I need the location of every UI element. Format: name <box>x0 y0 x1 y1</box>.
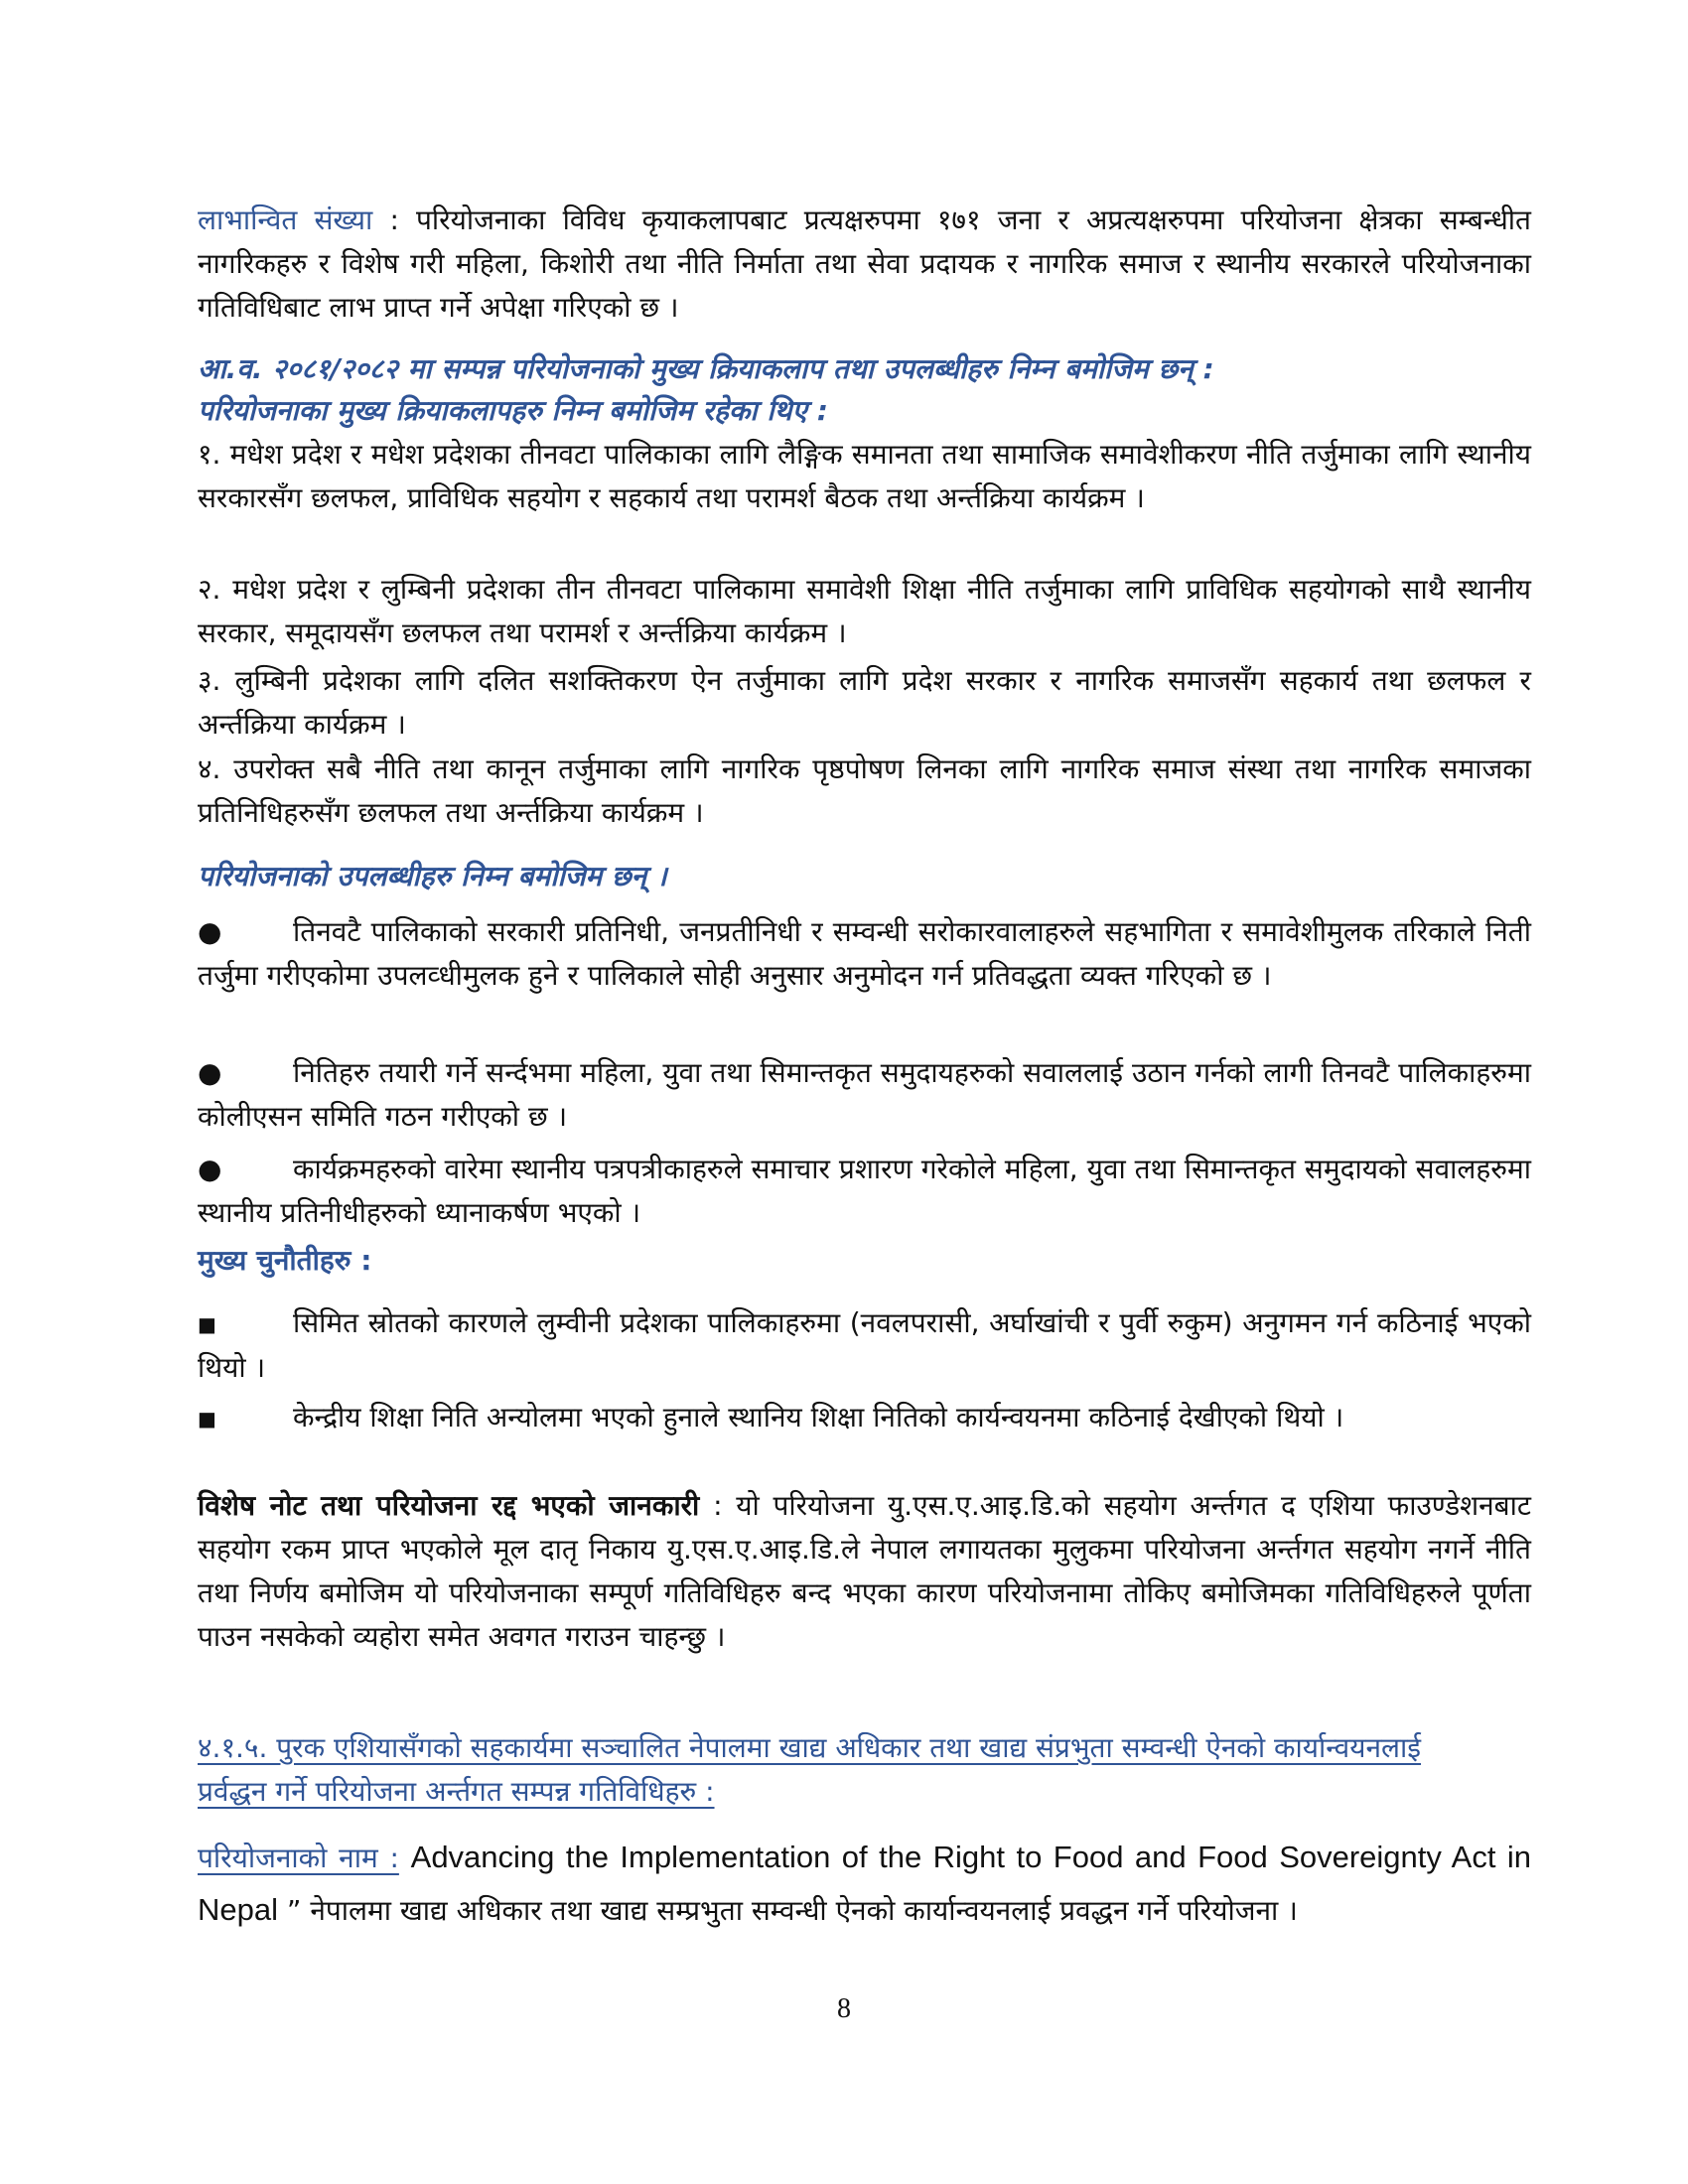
project-name-nepali: ” नेपालमा खाद्य अधिकार तथा खाद्य सम्प्रभुता सम्वन्धी ऐनको कार्यान्वयनलाई प्रवद्धन गर्ने परियोजना । <box>286 1894 1298 1927</box>
note-text: : यो परियोजना यु.एस.ए.आइ.डि.को सहयोग अर्न्तगत द एशिया फाउण्डेशनबाट सहयोग रकम प्राप्त भएकोले मूल दातृ निकाय यु.एस.ए.आइ.डि.ले नेपाल लगायतका मुलुकमा परियोजना अर्न्तगत सहयोग नगर्ने नीति तथा निर्णय बमोजिम यो परियोजनाका सम्पूर्ण गतिविधिहरु बन्द भएका कारण परियोजनामा तोकिए बमोजिमका गतिविधिहरुले पूर्णता पाउन नसकेको व्यहोरा समेत अवगत गराउन चाहन्छु । <box>198 1489 1532 1653</box>
achievement-item <box>198 910 1531 998</box>
achievement-text: नितिहरु तयारी गर्ने सर्न्दभमा महिला, युवा तथा सिमान्तकृत समुदायहरुको सवाललाई उठान गर्नको लागी तिनवटै पालिकाहरुमा कोलीएसन समिति गठन गरीएको छ । <box>198 1056 1531 1133</box>
project-name-label: परियोजनाको नाम : <box>198 1842 399 1874</box>
achievement-text: तिनवटै पालिकाको सरकारी प्रतिनिधी, जनप्रतीनिधी र सम्वन्धी सरोकारवालाहरुले सहभागिता र समावेशीमुलक तरिकाले निती तर्जुमा गरीएकोमा उपलव्धीमुलक हुने र पालिकाले सोही अनुसार अनुमोदन गर्न प्रतिवद्धता व्यक्त गरिएको छ । <box>198 915 1531 992</box>
challenges-heading: मुख्य चुनौतीहरु : <box>198 1244 372 1277</box>
bullet-icon: ● <box>198 915 222 948</box>
special-note <box>198 1484 1531 1659</box>
section-heading: ४.१.५. पुरक एशियासँगको सहकार्यमा सञ्चालित नेपालमा खाद्य अधिकार तथा खाद्य संप्रभुता सम्वन्धी ऐनको कार्यान्वयनलाई प्रर्वद्धन गर्ने परियोजना अर्न्तगत सम्पन्न गतिविधिहरु : <box>198 1731 1422 1808</box>
challenge-item <box>198 1301 1531 1390</box>
challenge-item <box>198 1396 1531 1440</box>
project-name-paragraph <box>198 1832 1531 1937</box>
achievement-item <box>198 1051 1531 1139</box>
activity-item: ४. उपरोक्त सबै नीति तथा कानून तर्जुमाका लागि नागरिक पृष्ठपोषण लिनका लागि नागरिक समाज संस्था तथा नागरिक समाजका प्रतिनिधिहरुसँग छलफल तथा अर्न्तक्रिया कार्यक्रम । <box>198 752 1531 829</box>
square-bullet-icon: ■ <box>198 1407 216 1431</box>
bullet-icon: ● <box>198 1153 222 1185</box>
page-number: 8 <box>837 1993 851 2024</box>
activity-item: ३. लुम्बिनी प्रदेशका लागि दलित सशक्तिकरण ऐन तर्जुमाका लागि प्रदेश सरकार र नागरिक समाजसँग सहकार्य तथा छलफल र अर्न्तक्रिया कार्यक्रम । <box>198 664 1531 741</box>
activity-item: २. मधेश प्रदेश र लुम्बिनी प्रदेशका तीन तीनवटा पालिकामा समावेशी शिक्षा नीति तर्जुमाका लागि प्राविधिक सहयोगको साथै स्थानीय सरकार, समूदायसँग छलफल तथा परामर्श र अर्न्तक्रिया कार्यक्रम । <box>198 573 1531 649</box>
achievement-text: कार्यक्रमहरुको वारेमा स्थानीय पत्रपत्रीकाहरुले समाचार प्रशारण गरेकोले महिला, युवा तथा सिमान्तकृत समुदायको सवालहरुमा स्थानीय प्रतिनीधीहरुको ध्यानाकर्षण भएको । <box>198 1153 1531 1229</box>
achievements-heading: परियोजनाको उपलब्धीहरु निम्न बमोजिम छन् । <box>198 860 667 892</box>
bullet-icon: ● <box>198 1056 222 1089</box>
beneficiaries-paragraph <box>198 199 1531 330</box>
achievement-item <box>198 1148 1531 1235</box>
project-name-english: Advancing the Implementation of the Right to Food and Food Sovereignty Act in Nepal <box>198 1840 1532 1927</box>
note-label: विशेष नोट तथा परियोजना रद्द भएको जानकारी <box>198 1489 700 1522</box>
beneficiaries-text: : परियोजनाका विविध कृयाकलापबाट प्रत्यक्षरुपमा १७१ जना र अप्रत्यक्षरुपमा परियोजना क्षेत्रका सम्बन्धीत नागरिकहरु र विशेष गरी महिला, किशोरी तथा नीति निर्माता तथा सेवा प्रदायक र नागरिक समाज र स्थानीय सरकारले परियोजनाका गतिविधिबाट लाभ प्राप्त गर्ने अपेक्षा गरिएको छ । <box>198 204 1532 324</box>
challenge-text: केन्द्रीय शिक्षा निति अन्योलमा भएको हुनाले स्थानिय शिक्षा नितिको कार्यन्वयनमा कठिनाई देखीएको थियो । <box>293 1401 1344 1433</box>
beneficiaries-label: लाभान्वित संख्या <box>198 204 373 236</box>
activities-heading: परियोजनाका मुख्य क्रियाकलापहरु निम्न बमोजिम रहेका थिए : <box>198 394 828 427</box>
square-bullet-icon: ■ <box>198 1312 216 1336</box>
challenge-text: सिमित स्रोतको कारणले लुम्वीनी प्रदेशका पालिकाहरुमा (नवलपरासी, अर्घाखांची र पुर्वी रुकुम) अनुगमन गर्न कठिनाई भएको थियो । <box>198 1306 1531 1384</box>
fy-heading: आ.व. २०८१/२०८२ मा सम्पन्न परियोजनाको मुख्य क्रियाकलाप तथा उपलब्धीहरु निम्न बमोजिम छन् : <box>198 352 1214 385</box>
activity-item: १. मधेश प्रदेश र मधेश प्रदेशका तीनवटा पालिकाका लागि लैङ्गिक समानता तथा सामाजिक समावेशीकरण नीति तर्जुमाका लागि स्थानीय सरकारसँग छलफल, प्राविधिक सहयोग र सहकार्य तथा परामर्श बैठक तथा अर्न्तक्रिया कार्यक्रम । <box>198 438 1531 514</box>
